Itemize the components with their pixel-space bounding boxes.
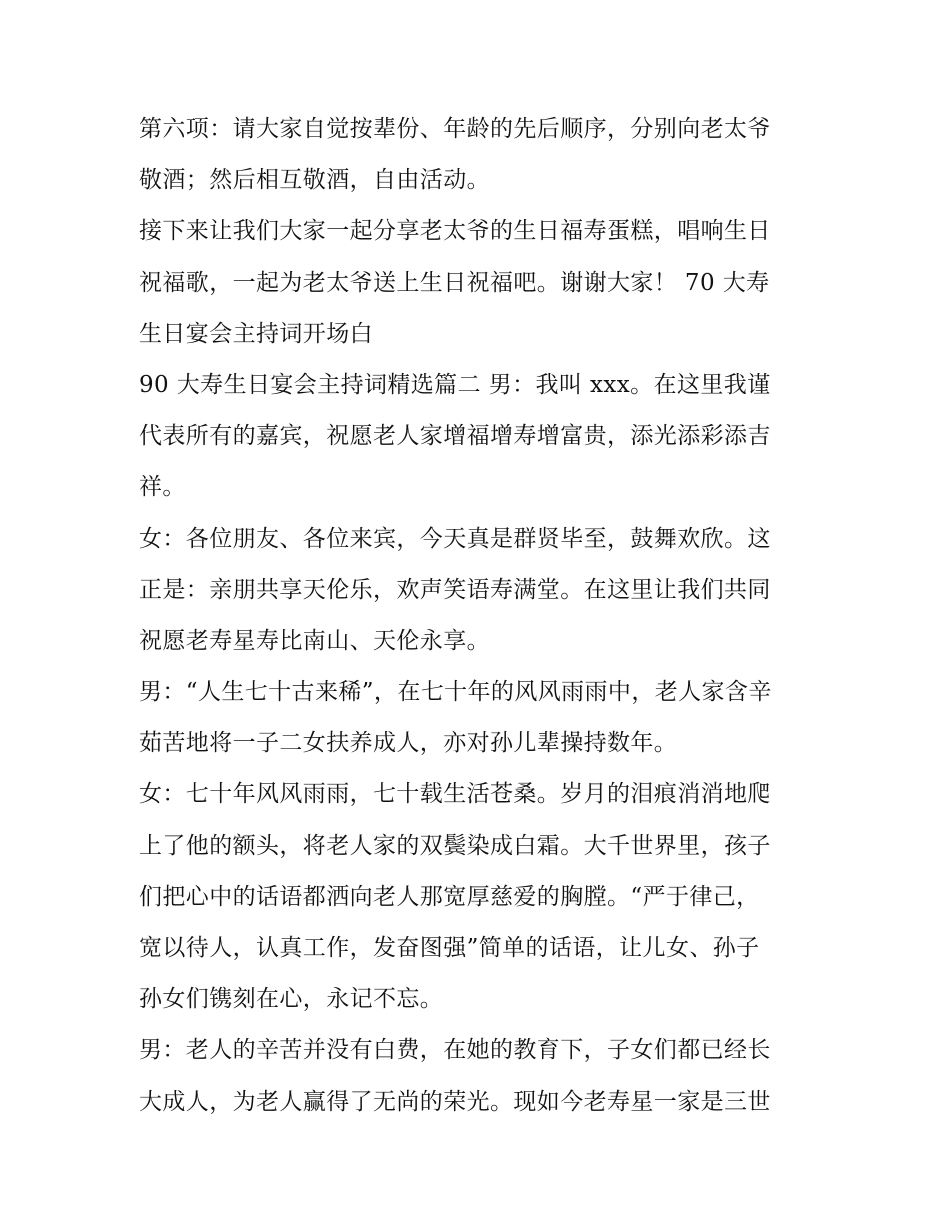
text-line: 孙女们镌刻在心，永记不忘。 [139,986,444,1013]
text-line: 上了他的额头，将老人家的双鬓染成白霜。大千世界里，孩子 [139,832,771,859]
text-line: 90 大寿生日宴会主持词精选篇二 男：我叫 xxx。在这里我谨 [139,371,771,398]
text-line: 祝愿老寿星寿比南山、天伦永享。 [139,627,490,654]
text-line: 女：七十年风风雨雨，七十载生活苍桑。岁月的泪痕消消地爬 [139,781,771,808]
text-line: 祥。 [139,474,186,501]
text-line: 第六项：请大家自觉按辈份、年龄的先后顺序，分别向老太爷 [139,116,771,142]
text-line: 男：老人的辛苦并没有白费，在她的教育下，子女们都已经长 [139,1037,771,1064]
text-line: 大成人，为老人赢得了无尚的荣光。现如今老寿星一家是三世 [139,1088,771,1115]
text-line: 接下来让我们大家一起分享老太爷的生日福寿蛋糕，唱响生日 [139,218,771,245]
text-line: 敬酒；然后相互敬酒，自由活动。 [139,167,490,194]
document-body [139,104,819,1128]
text-line: 男：“人生七十古来稀”，在七十年的风风雨雨中，老人家含辛 [139,679,772,706]
text-line: 宽以待人，认真工作，发奋图强”简单的话语，让儿女、孙子 [139,935,760,961]
text-line: 祝福歌，一起为老太爷送上生日祝福吧。谢谢大家！ 70 大寿 [139,269,770,296]
text-line: 代表所有的嘉宾，祝愿老人家增福增寿增富贵，添光添彩添吉 [139,423,771,450]
text-line: 们把心中的话语都洒向老人那宽厚慈爱的胸膛。“严于律己， [139,883,760,910]
text-line: 茹苦地将一子二女扶养成人，亦对孙儿辈操持数年。 [139,730,678,757]
text-line: 生日宴会主持词开场白 [139,320,373,347]
text-line: 女：各位朋友、各位来宾，今天真是群贤毕至，鼓舞欢欣。这 [139,525,771,552]
text-line: 正是：亲朋共享天伦乐，欢声笑语寿满堂。在这里让我们共同 [139,576,771,603]
